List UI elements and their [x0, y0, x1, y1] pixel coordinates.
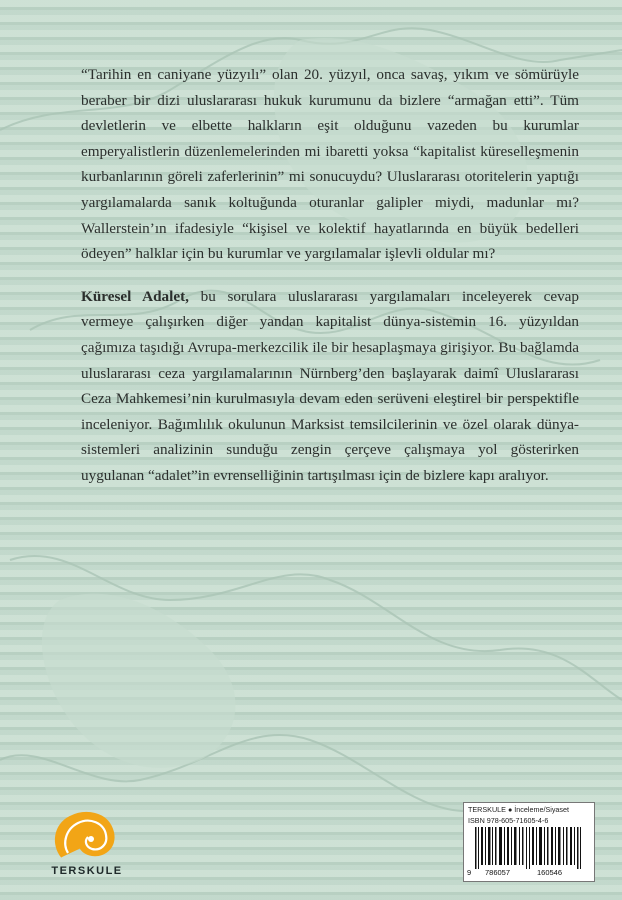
- paragraph-intro: “Tarihin en caniyane yüzyılı” olan 20. yüzyıl, onca savaş, yıkım ve sömürüyle beraber bir dizi uluslararası hukuk kurumunu da bizlere “armağan etti”. Tüm devletlerin ve elbette halkların eşit olduğunu vazeden bu kurumlar emperyalistlerin düzenlemelerinden mi ibaretti yoksa “kapitalist küreselleşmenin kurbanlarının göreli zaferlerinin” mi sonucuydu? Uluslararası otoritelerin yaptığı yargılamalarda sanık koltuğunda oturanlar galipler miydi, madunlar mı? Wallerstein’ın ifadesiyle “kişisel ve kolektif hayatlarında en büyük bedelleri ödeyen” halklar için bu kurumlar ve yargılamalar işlevli oldular mı?: [81, 66, 579, 263]
- barcode-category: TERSKULE ● İnceleme/Siyaset: [468, 805, 570, 814]
- barcode-digit-first: 9: [467, 868, 472, 877]
- snail-shell-icon: [42, 805, 132, 865]
- back-cover-text: [81, 62, 579, 489]
- publisher-logo: [42, 805, 132, 885]
- paragraph-summary: [81, 284, 579, 489]
- book-title-inline: Küresel Adalet,: [81, 287, 189, 305]
- barcode-digits-right: 160546: [537, 868, 563, 877]
- barcode-digits-left: 786057: [485, 868, 511, 877]
- publisher-name: TERSKULE: [51, 865, 123, 877]
- isbn-barcode-label: [463, 802, 595, 882]
- paragraph-summary-text: bu sorulara uluslararası yargılamaları inceleyerek cevap vermeye çalışırken diğer yandan kapitalist dünya-sistemin 16. yüzyıldan çağımıza taşıdığı Avrupa-merkezcilik ile bir hesaplaşmaya girişiyor. Bu bağlamda uluslararası ceza yargılamalarının Nürnberg’den başlayarak daimî Uluslararası Ceza Mahkemesi’nin kurulmasıyla devam eden serüveni eleştirel bir perspektifle inceleniyor. Bağımlılık okulunun Marksist temsilcilerinin ve özel olarak dünya-sistemleri analizinin sunduğu zengin çerçeve çalışmaya yol gösterirken uygulanan “adalet”in evrenselliğinin tartışılması için de bizlere kapı aralıyor.: [81, 287, 579, 484]
- barcode-isbn: ISBN 978-605-71605-4-6: [468, 816, 549, 825]
- barcode-bars: [469, 827, 589, 869]
